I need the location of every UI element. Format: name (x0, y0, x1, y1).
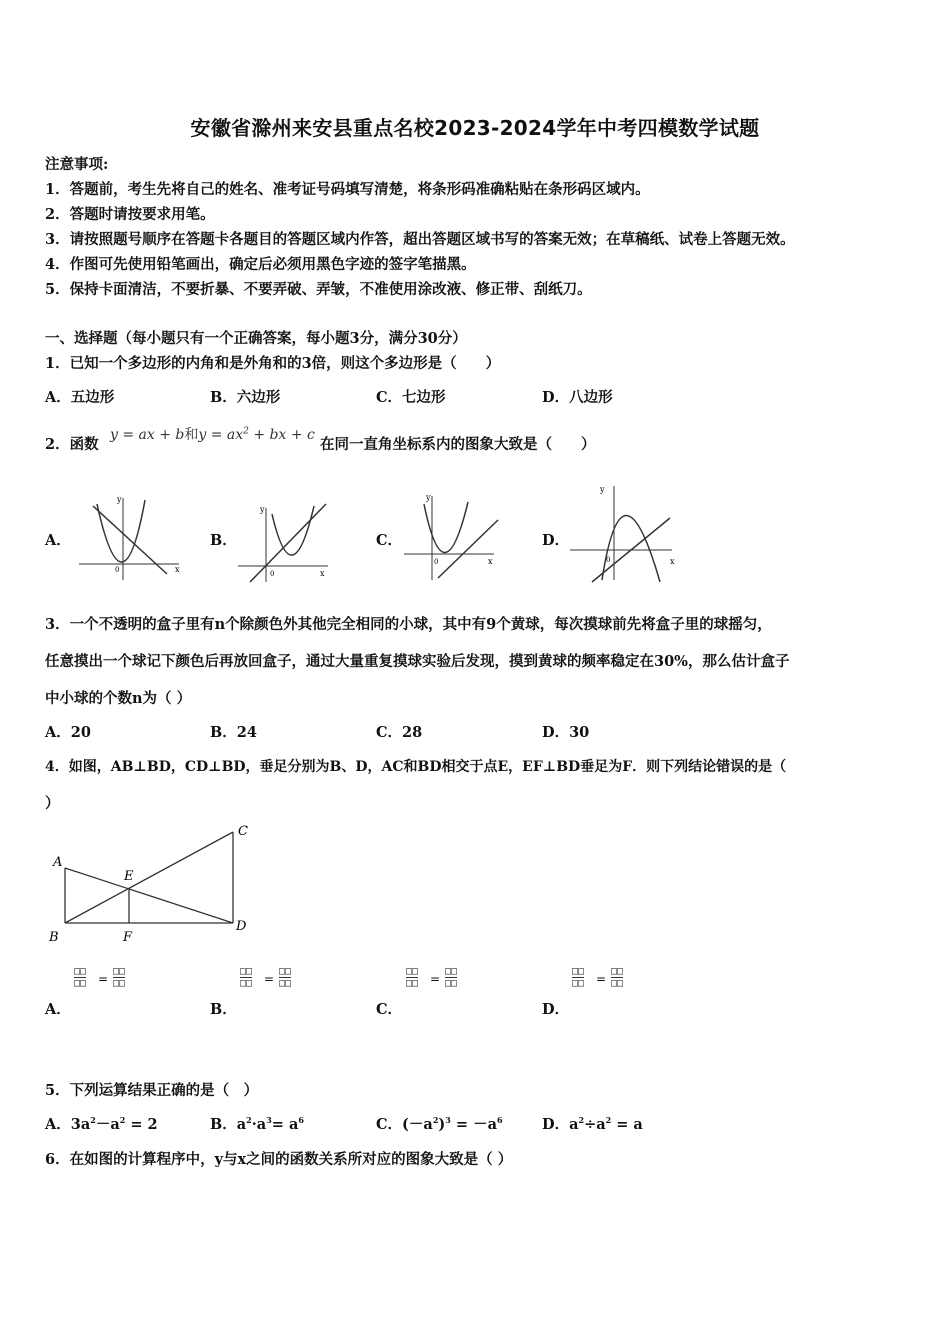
q5-option-c: C．$(-a^2)^3 = -a^6$ (376, 1115, 503, 1133)
x-axis-label: x (488, 557, 493, 566)
notice-item: 1．答题前，考生先将自己的姓名、准考证号码填写清楚，将条形码准确粘贴在条形码区域内。 (45, 181, 650, 198)
question-5-stem: 5．下列运算结果正确的是（ ） (45, 1082, 259, 1099)
q5-option-b: B．$a^2\cdot a^3= a^6$ (210, 1115, 304, 1133)
q4-fraction: □□ □□ (406, 966, 419, 989)
notice-item: 5．保持卡面清洁，不要折暴、不要弄破、弄皱，不准使用涂改液、修正带、刮纸刀。 (45, 281, 592, 298)
point-d-label: D (236, 919, 247, 934)
formula-linear: y = ax + b和$y = ax^2$ + bx + c (110, 426, 315, 443)
q4-fraction: □□ □□ (445, 966, 458, 989)
notice-heading: 注意事项: (45, 156, 109, 173)
q4-option-b: B． (210, 1001, 237, 1018)
origin-label: 0 (434, 558, 439, 566)
q4-fraction: □□ □□ (611, 966, 624, 989)
q4-fraction: □□ □□ (279, 966, 292, 989)
q1-option-c: C．七边形 (376, 389, 446, 406)
equals-sign: = (98, 972, 109, 986)
y-axis-label: y (600, 485, 605, 494)
q4-option-d: D． (542, 1001, 570, 1018)
q3-option-c: C．28 (376, 724, 423, 741)
origin-label: 0 (115, 566, 120, 574)
q1-option-d: D．八边形 (542, 389, 613, 406)
point-f-label: F (123, 930, 133, 945)
question-3-line: 中小球的个数n为（ ） (45, 690, 192, 707)
q4-fraction: □□ □□ (572, 966, 585, 989)
graph-option-b (236, 500, 336, 585)
y-axis-label: y (117, 495, 122, 504)
equals-sign: = (430, 972, 441, 986)
x-axis-label: x (670, 557, 675, 566)
origin-label: 0 (606, 556, 611, 564)
question-3-line: 3．一个不透明的盒子里有n个除颜色外其他完全相同的小球，其中有9个黄球，每次摸球前先将盒子里的球摇匀， (45, 616, 772, 633)
point-b-label: B (49, 930, 59, 945)
point-a-label: A (53, 855, 63, 870)
equals-sign: = (596, 972, 607, 986)
q3-option-a: A．20 (45, 724, 91, 741)
y-axis-label: y (260, 505, 265, 514)
graph-option-a (75, 492, 185, 582)
section-heading: 一、选择题（每小题只有一个正确答案，每小题3分，满分30分） (45, 330, 467, 347)
notice-item: 4．作图可先使用铅笔画出，确定后必须用黑色字迹的签字笔描黑。 (45, 256, 476, 273)
notice-item: 3．请按照题号顺序在答题卡各题目的答题区域内作答，超出答题区域书写的答案无效；在草稿纸、试卷上答题无效。 (45, 231, 795, 248)
q2-option-d: D． (542, 532, 570, 549)
q3-option-b: B．24 (210, 724, 257, 741)
q5-option-a: A．$3a^2-a^2 = 2$ (45, 1115, 158, 1133)
question-4-line: 4．如图，AB⊥BD，CD⊥BD，垂足分别为B、D，AC和BD相交于点E，EF⊥BD垂足为F．则下列结论错误的是（ (45, 759, 787, 775)
point-e-label: E (124, 869, 134, 884)
origin-label: 0 (270, 570, 275, 578)
x-axis-label: x (320, 569, 325, 578)
question-3-line: 任意摸出一个球记下颜色后再放回盒子，通过大量重复摸球实验后发现，摸到黄球的频率稳定在30%，那么估计盒子 (45, 653, 790, 670)
question-4-line: ） (45, 795, 60, 812)
graph-option-c (402, 492, 502, 584)
q4-fraction: □□ □□ (240, 966, 253, 989)
q4-fraction: □□ □□ (113, 966, 126, 989)
point-c-label: C (238, 824, 248, 839)
q2-option-b: B． (210, 532, 237, 549)
question-2-suffix: 在同一直角坐标系内的图象大致是（ ） (320, 436, 596, 453)
q1-option-a: A．五边形 (45, 389, 115, 406)
q2-option-c: C． (376, 532, 403, 549)
q4-fraction: □□ □□ (74, 966, 87, 989)
question-1-stem: 1．已知一个多边形的内角和是外角和的3倍，则这个多边形是（ ） (45, 355, 501, 372)
q3-option-d: D．30 (542, 724, 590, 741)
y-axis-label: y (426, 493, 431, 502)
x-axis-label: x (175, 565, 180, 574)
q2-option-a: A． (45, 532, 71, 549)
equals-sign: = (264, 972, 275, 986)
q4-option-a: A． (45, 1001, 71, 1018)
geometry-figure (45, 818, 265, 948)
page-title: 安徽省滁州来安县重点名校2023-2024学年中考四模数学试题 (190, 116, 760, 140)
notice-item: 2．答题时请按要求用笔。 (45, 206, 215, 223)
graph-option-d (566, 480, 681, 585)
q1-option-b: B．六边形 (210, 389, 281, 406)
q4-option-c: C． (376, 1001, 403, 1018)
q5-option-d: D．$a^2\div a^2 = a$ (542, 1115, 643, 1133)
question-2-prefix: 2．函数 (45, 436, 99, 453)
question-6-stem: 6．在如图的计算程序中，y与x之间的函数关系所对应的图象大致是（ ） (45, 1151, 513, 1168)
